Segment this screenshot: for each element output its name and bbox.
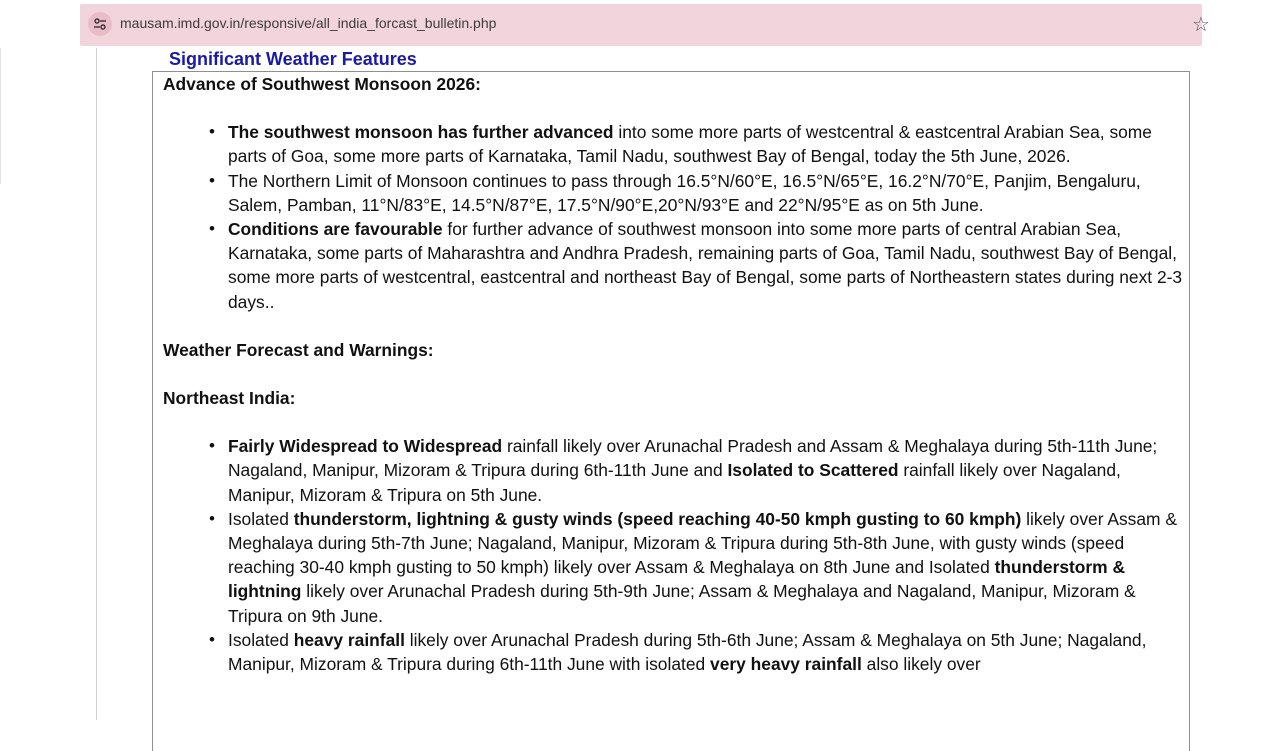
item-text: likely over Arunachal Pradesh during 5th-6th June; Assam & Meghalaya on 5th June; Nagaland, Manipur, Mizoram & Tripura during 6th-11th June with isolated	[228, 629, 1147, 675]
emphasis-text: very heavy rainfall	[710, 654, 862, 675]
list-item: • Fairly Widespread to Widespread rainfall likely over Arunachal Pradesh and Assam & Meghalaya during 5th-11th June; Nagaland, Manipur, Mizoram & Tripura during 6th-11th June and Isolated to Scattered rainfall likely over Nagaland, Manipur, Mizoram & Tripura on 5th June.	[209, 436, 1158, 505]
northeast-list	[163, 434, 1183, 676]
item-text: rainfall likely over Arunachal Pradesh and Assam & Meghalaya during 5th-11th June; Nagaland, Manipur, Mizoram & Tripura during 6th-11th June and	[228, 436, 1158, 481]
item-text: The Northern Limit of Monsoon continues to pass through 16.5°N/60°E, 16.5°N/65°E, 16.2°N/70°E, Panjim, Bengaluru, Salem, Pamban, 11°N/83°E, 14.5°N/87°E, 17.5°N/90°E,20°N/93°E and 22°N/95°E as on 5th June.	[228, 170, 1141, 215]
list-item: • Conditions are favourable for further advance of southwest monsoon into some more parts of central Arabian Sea, Karnataka, some parts of Maharashtra and Andhra Pradesh, remaining parts of Goa, Tamil Nadu, southwest Bay of Bengal, some more parts of westcentral, eastcentral and northeast Bay of Bengal, some parts of Northeastern states during next 2-3 days..	[209, 219, 1183, 312]
list-item: • Isolated thunderstorm, lightning & gusty winds (speed reaching 40-50 kmph gusting to 60 kmph) likely over Assam & Meghalaya during 5th-7th June; Nagaland, Manipur, Mizoram & Tripura during 5th-8th June, with gusty winds (speed reaching 30-40 kmph gusting to 50 kmph) likely over Assam & Meghalaya on 8th June and Isolated thunderstorm & lightning likely over Arunachal Pradesh during 5th-9th June; Assam & Meghalaya and Nagaland, Manipur, Mizoram & Tripura on 9th June.	[209, 508, 1177, 626]
emphasis-text: The southwest monsoon has further advanced	[228, 122, 614, 143]
list-item: • The southwest monsoon has further advanced into some more parts of westcentral & eastcentral Arabian Sea, some parts of Goa, some more parts of Karnataka, Tamil Nadu, southwest Bay of Bengal, today the 5th June, 2026.	[209, 122, 1152, 167]
emphasis-text: heavy rainfall	[293, 629, 405, 650]
emphasis-text: Fairly Widespread to Widespread	[228, 436, 503, 457]
list-item: • The Northern Limit of Monsoon continues to pass through 16.5°N/60°E, 16.5°N/65°E, 16.2°N/70°E, Panjim, Bengaluru, Salem, Pamban, 11°N/83°E, 14.5°N/87°E, 17.5°N/90°E,20°N/93°E and 22°N/95°E as on 5th June.	[209, 170, 1141, 215]
emphasis-text: Isolated to Scattered	[727, 460, 899, 481]
item-text: rainfall likely over Nagaland, Manipur, Mizoram & Tripura on 5th June.	[228, 460, 1121, 505]
page-edge-divider	[0, 48, 1, 184]
bulletin-content	[163, 72, 1183, 676]
star-icon[interactable]: ☆	[1192, 14, 1210, 36]
monsoon-heading: Advance of Southwest Monsoon 2026:	[163, 74, 481, 94]
emphasis-text: thunderstorm & lightning	[228, 557, 1126, 602]
item-text: for further advance of southwest monsoon into some more parts of central Arabian Sea, Karnataka, some parts of Maharashtra and Andhra Pradesh, remaining parts of Goa, Tamil Nadu, southwest Bay of Bengal, some more parts of westcentral, eastcentral and northeast Bay of Bengal, some parts of Northeastern states during next 2-3 days..	[228, 219, 1183, 312]
emphasis-text: thunderstorm, lightning & gusty winds (speed reaching 40-50 kmph gusting to 60 kmph)	[293, 508, 1022, 529]
item-text: Isolated	[228, 629, 294, 650]
monsoon-list	[163, 120, 1183, 314]
region-heading: Northeast India:	[163, 388, 296, 409]
tune-icon[interactable]	[88, 12, 112, 36]
address-bar[interactable]	[80, 4, 1210, 46]
url-text[interactable]: mausam.imd.gov.in/responsive/all_india_forcast_bulletin.php	[120, 15, 497, 31]
page-divider	[96, 48, 97, 720]
item-text: likely over Arunachal Pradesh during 5th-9th June; Assam & Meghalaya and Nagaland, Manipur, Mizoram & Tripura on 9th June.	[228, 581, 1136, 626]
emphasis-text: Conditions are favourable	[228, 219, 443, 240]
item-text: likely over Assam & Meghalaya during 5th-7th June; Nagaland, Manipur, Mizoram & Tripura during 5th-8th June, with gusty winds (speed reaching 30-40 kmph gusting to 50 kmph) likely over Assam & Meghalaya on 8th June and Isolated	[228, 508, 1177, 578]
item-text: also likely over	[861, 654, 981, 675]
item-text: Isolated	[228, 508, 294, 529]
section-title: Significant Weather Features	[169, 49, 417, 69]
item-text: into some more parts of westcentral & eastcentral Arabian Sea, some parts of Goa, some more parts of Karnataka, Tamil Nadu, southwest Bay of Bengal, today the 5th June, 2026.	[228, 122, 1152, 167]
forecast-heading: Weather Forecast and Warnings:	[163, 339, 434, 360]
list-item: • Isolated heavy rainfall likely over Arunachal Pradesh during 5th-6th June; Assam & Meghalaya on 5th June; Nagaland, Manipur, Mizoram & Tripura during 6th-11th June with isolated very heavy rainfall also likely over	[209, 629, 1147, 675]
